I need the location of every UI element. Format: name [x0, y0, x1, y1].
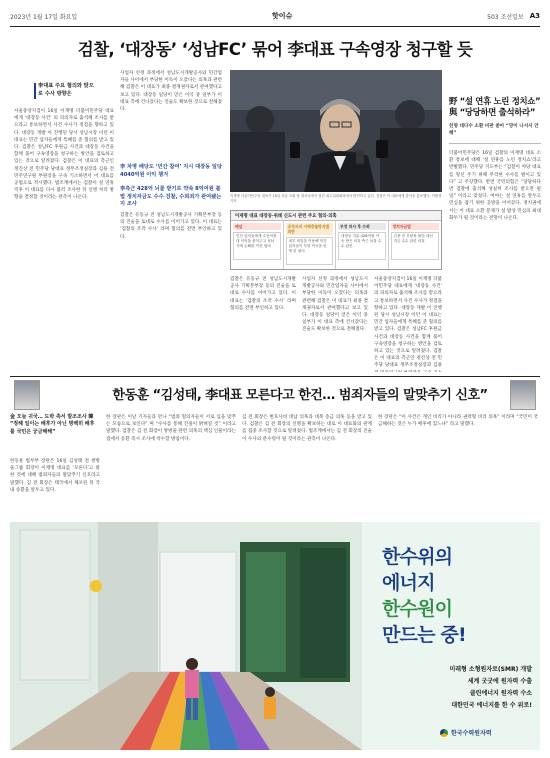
- middle-subhead-a: 李 차명 배당도 ‘민간 참여’ 지시 대장동 일당 4040억원 이익 챙겨: [120, 164, 222, 178]
- ad-feature-item: 미래형 소형원자로(SMR) 개발: [449, 666, 532, 673]
- second-body-mid: 한 장관은 이날 기자들과 만나 “범죄 혐의자들이 서로 입을 맞추는 모습으로 보인다” 며 “수사를 통해 진실이 밝혀질 것” 이라고 말했다. 검찰은 김 전 회장이 쌍방울 관련 의혹의 핵심 인물이라는 점에서 송환 즉시 조사에 착수할 방침이다.: [106, 415, 236, 442]
- table-column-head: 배임: [233, 223, 281, 230]
- photo-caption: 이재명 더불어민주당 대표가 16일 서울 국회 당 대표실에서 열린 최고위원회의에서 발언하고 있다. 검찰은 이 대표에게 출석을 통보했다. 이태경 기자: [230, 194, 442, 203]
- middle-subhead-b: 李측근 428억 뇌물 받기로 약속 8억여원 불법 정치자금도 수수 검찰, 수뢰죄가 관여됐는지 조사: [120, 186, 222, 207]
- side-article-subhead: 친명 대다수 소환 비판 쏟아 “망이 나서서 안해”: [449, 124, 539, 136]
- table-column-head: 공직자의 이해충돌방지법 위반: [286, 223, 334, 235]
- allegations-table: [230, 210, 442, 270]
- second-body-right: 김 전 회장은 변호사비 대납 의혹과 대북 송금 의혹 등을 받고 있다. 검찰은 김 전 회장의 신병을 확보하는 대로 이 대표와의 관계를 집중 조사할 것으로 알려졌다. 법조계에서는 김 전 회장의 진술이 수사의 분수령이 될 것이라는 관측이 나온다.: [242, 415, 372, 442]
- side-article-body: 더불어민주당은 16일 검찰의 이재명 대표 소환 통보에 대해 ‘설 연휴를 노린 정치쇼’라고 반발했다. 민주당 지도부는 “검찰이 야당 대표를 망신 주기 위해 무리한 수사를 벌이고 있다” 고 주장했다. 반면 국민의힘은 “당당하다면 검찰에 출석해 성실히 조사를 받으면 될 일” 이라고 맞섰다. 여야는 설 연휴를 앞두고 민심을 잡기 위한 공방을 이어갔다. 정치권에서는 이 대표 소환 문제가 설 밥상 민심의 최대 화두가 될 것이라는 전망이 나온다.: [449, 151, 541, 221]
- section-label: 핫이슈: [272, 12, 293, 20]
- ad-logo[interactable]: [440, 728, 492, 737]
- middle-column-body-bottom: 검찰은 유동규 전 성남도시개발공사 기획본부장 등의 진술을 토대로 수사를 이어가고 있다. 이 대표는 ‘검찰의 조작 수사’ 라며 혐의를 전면 부인하고 있다.: [120, 213, 222, 240]
- section-rule: [10, 376, 540, 377]
- ad-feature-item: 대한민국 에너지를 한 수 위로!: [451, 702, 532, 709]
- ad-copy-panel: [362, 522, 540, 750]
- ad-illustration: [10, 522, 362, 750]
- page-info: [487, 12, 540, 21]
- table-column: [284, 221, 337, 269]
- second-body-far: 한 장관은 “이 사건은 개인 비리가 아니라 권력형 비리 의혹” 이라며 “국민이 궁금해하는 것은 누가 배후에 있느냐” 라고 말했다.: [378, 415, 538, 428]
- side-divider: [449, 143, 541, 144]
- reporter-photo: [14, 380, 40, 410]
- company-logo-icon: [440, 729, 448, 737]
- subhead-accent: [34, 83, 36, 99]
- photo-illustration: [230, 70, 442, 192]
- side-article: [449, 96, 541, 370]
- second-subhead: 金 오늘 귀국… 도박 측서 말조조사 韓 “정해 일이는 배후가 아닌 명백히 배후를 국민은 궁금해해”: [10, 414, 95, 435]
- lower-column-3: 서울중앙지검이 16일 이재명 더불어민주당 대표에게 ‘대장동 사건’ 의 피의자로 출석해 조사를 받으라고 통보하면서 사건 수사가 정점을 향하고 있다. 대장동 개발 이 진행된 당시 성남시장 이던 이 대표는 민간 업자들에게 특혜를 준 혐의를 받고 있다. 검찰은 성남FC 후원금 사건과 대장동 사건을 함께 묶어 구속영장을 청구하는 방안을 검토하고 있는 것으로 알려졌다. 검찰은 이 대표의 측근인 정진상 전 민주당 당대표 정무조정실장과 김용: [374, 277, 442, 369]
- second-body-left: 한동훈 법무부 장관은 16일 김성태 전 쌍방울그룹 회장이 이재명 대표를 ‘모른다’고 말한 것에 대해 범죄자들의 말맞추기 신호라고 말했다. 김 전 회장은 태국에서 체포된 뒤 국내 송환을 앞두고 있다.: [10, 459, 100, 493]
- main-headline: 검찰, ‘대장동’ ‘성남FC’ 묶어 李대표 구속영장 청구할 듯: [77, 40, 473, 59]
- publication-name: 503 조선일보: [487, 13, 524, 21]
- second-headline: 한동훈 “김성태, 李대표 모른다고 한건… 범죄자들의 말맞추기 신호”: [112, 388, 488, 403]
- middle-column-body-top: 사업자 선정 과정에서 성남도시개발공사와 민간업자들 사이에서 부당한 이득이 오갔다는 의혹과 관련해 검찰은 이 대표가 최종 결재권자로서 관여했다고 보고 있다. 대장동 일당이 얻은 이익 중 일부가 이 대표 측에 건너갔다는 진술도 확보한 것으로 전해졌다.: [120, 71, 222, 113]
- header-rule: [10, 26, 540, 27]
- table-column: [389, 221, 442, 269]
- ad-feature-list: [382, 664, 532, 712]
- ad-slogan: [382, 544, 532, 648]
- table-column-head: 정치자금법: [391, 223, 440, 230]
- ad-slogan-line: 한수원이: [382, 598, 453, 620]
- side-article-title: 野 “설 연휴 노린 정치쇼” 與 “당당하면 출석하라”: [449, 96, 541, 117]
- table-column-text: 민간 업자들에게 수천억원대 이익을 몰아주고 성남시에 손해를 끼친 혐의: [233, 232, 281, 260]
- table-column-text: 김용 전 부원장 불법 대선 자금 수수 관련 의혹: [391, 232, 440, 260]
- table-column-text: 내부 비밀을 이용해 민간 업자들이 부당 이득을 얻게 한 혐의: [286, 237, 334, 265]
- lower-column-1: 검찰은 유동규 전 성남도시개발공사 기획본부장 등의 진술을 토대로 수사를 이어가고 있다. 이 대표는 ‘검찰의 조작 수사’ 라며 혐의를 전면 부인하고 있다.: [230, 277, 296, 311]
- ad-feature-item: 세계 굿굿에 원자력 수출: [467, 678, 532, 685]
- page-header: [10, 8, 540, 24]
- press-photo: [230, 70, 442, 192]
- left-subhead: 李대표 주요 혐의와 맞으로 수사 방향은: [38, 83, 94, 97]
- ad-feature-item: 클린에너지 원자력 수소: [469, 690, 532, 697]
- lower-column-2: 사업자 선정 과정에서 성남도시개발공사와 민간업자들 사이에서 부당한 이득이 오갔다는 의혹과 관련해 검찰은 이 대표가 최종 결재권자로서 관여했다고 보고 있다. 대장동 일당이 얻은 이익 중 일부가 이 대표 측에 건너갔다는 진술도 확보한 것으로 전해졌다.: [302, 277, 368, 333]
- ad-slogan-line: 한수위의: [382, 546, 453, 568]
- table-grid: [231, 221, 441, 269]
- table-column-text: 대장동 지분 428억원 약속 받은 의혹 측근 뇌물 수수 관련: [338, 232, 386, 260]
- issue-date: 2023년 1월 17일 화요일: [10, 13, 78, 21]
- ad-slogan-line: 만드는 중!: [382, 624, 466, 646]
- ad-slogan-line: 에너지: [382, 572, 435, 594]
- reporter-photo: [510, 380, 536, 410]
- table-column-head: 부정 처사 후 수뢰: [338, 223, 386, 230]
- page-number: A3: [529, 11, 540, 20]
- left-column-body: 서울중앙지검이 16일 이재명 더불어민주당 대표에게 ‘대장동 사건’ 의 피의자로 출석해 조사를 받으라고 통보하면서 사건 수사가 정점을 향하고 있다. 대장동 개발 이 진행된 당시 성남시장 이던 이 대표는 민간 업자들에게 특혜를 준 혐의를 받고 있다. 검찰은 성남FC 후원금 사건과 대장동 사건을 함께 묶어 구속영장을 청구하는 방안을 검토하고 있는 것으로 알려졌다. 검찰은 이 대표의 측근인 정진상 전 민주당 당대표 정무조정실장과 김용 전 민주연구원 부원장을 구속 기소하면서 이 대표를 공범으로 적시했다. 법조계에서는 검찰이 설 연휴 직후 이 대표를 다시 불러 조사한 뒤 신병 처리 방향을 결정할 것이라는 관측이 나온다.: [14, 109, 114, 201]
- advertisement[interactable]: [10, 522, 540, 750]
- ad-logo-text: 한국수력원자력: [451, 730, 492, 737]
- table-title: 이재명 대표 대장동·위례 신도시 관련 주요 혐의·의혹: [231, 211, 441, 221]
- table-column: [336, 221, 389, 269]
- table-column: [231, 221, 284, 269]
